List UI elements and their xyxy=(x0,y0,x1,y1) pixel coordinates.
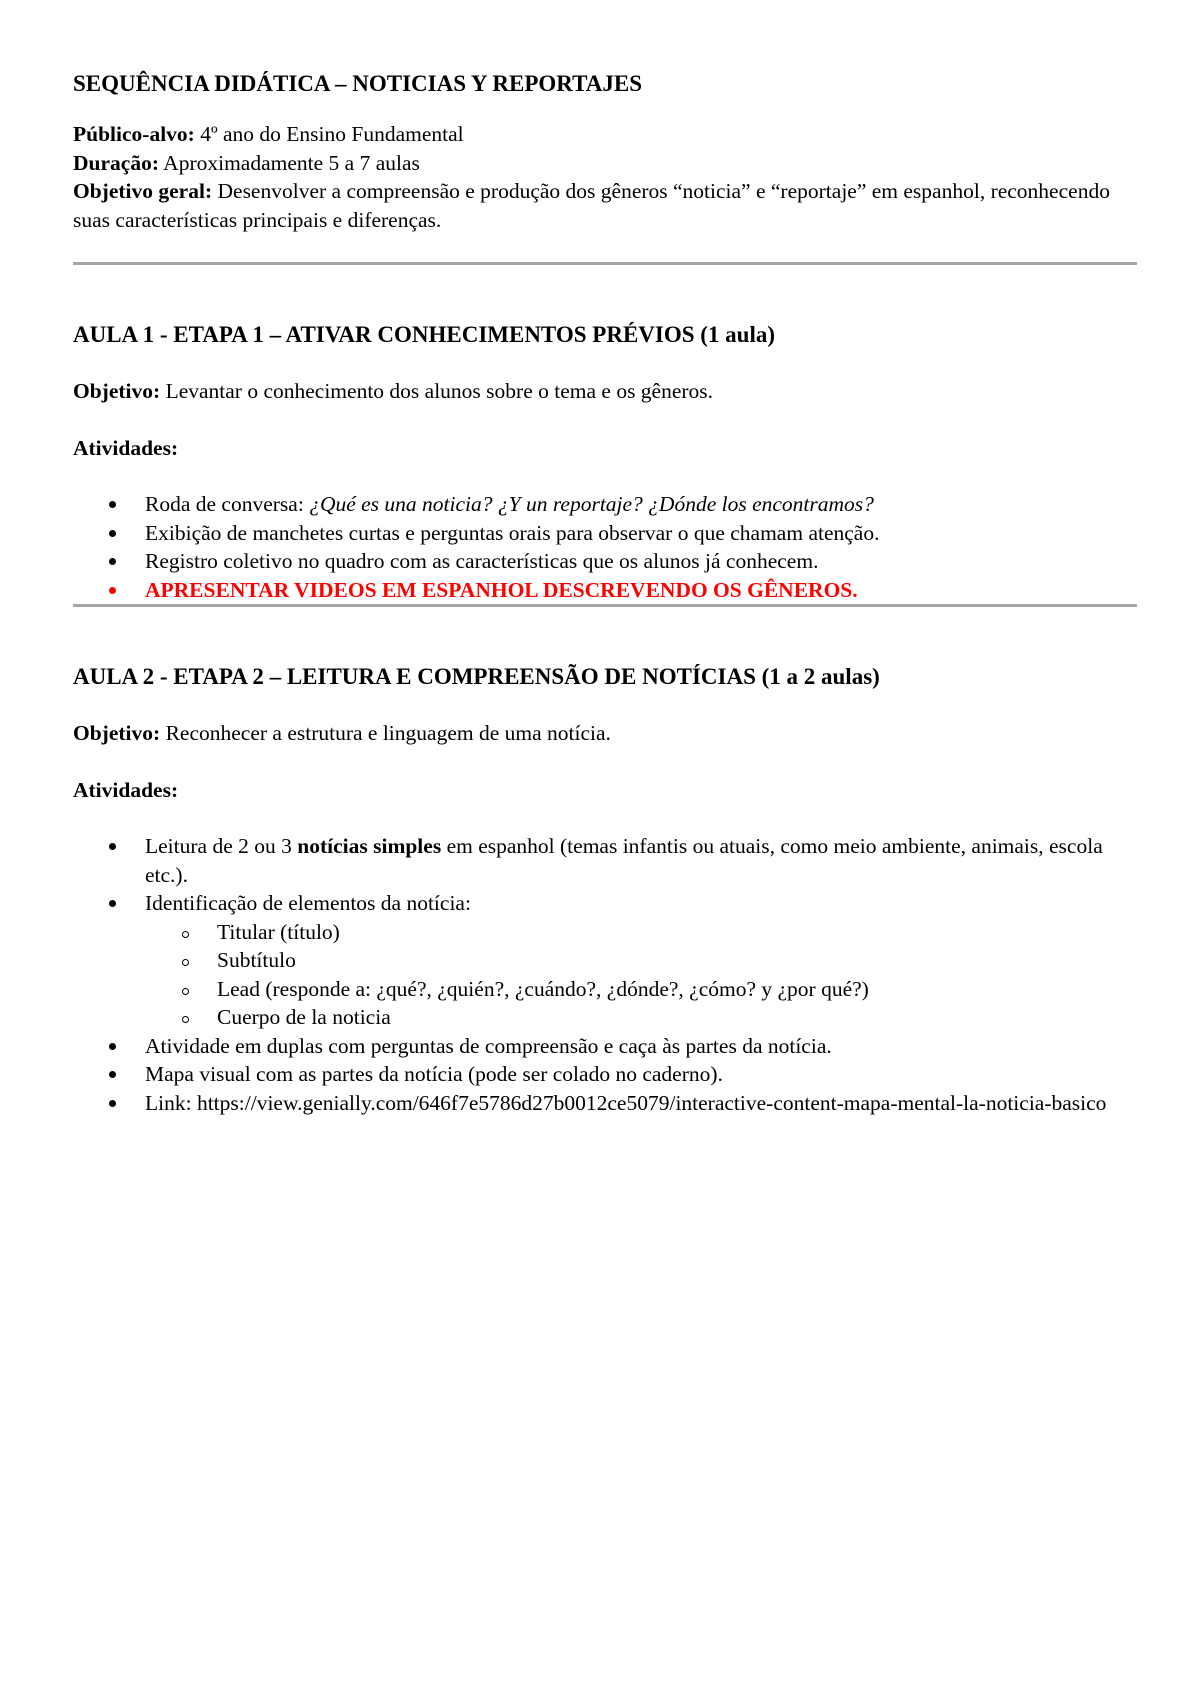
item-prefix: Roda de conversa: xyxy=(145,492,310,516)
item-text: Atividade em duplas com perguntas de compreensão e caça às partes da notícia. xyxy=(145,1033,832,1058)
bullet-icon xyxy=(109,1071,116,1078)
bullet-icon xyxy=(109,530,116,537)
sub-list-item xyxy=(145,975,1137,1004)
aula2-objective xyxy=(73,719,1137,748)
meta-target-audience xyxy=(73,120,1137,149)
bullet-icon xyxy=(109,1100,116,1107)
meta-label: Objetivo geral: xyxy=(73,179,213,203)
aula1-title: AULA 1 - ETAPA 1 – ATIVAR CONHECIMENTOS PRÉVIOS (1 aula) xyxy=(73,322,776,347)
item-bold: notícias simples xyxy=(297,834,442,858)
aula2-title: AULA 2 - ETAPA 2 – LEITURA E COMPREENSÃO DE NOTÍCIAS (1 a 2 aulas) xyxy=(73,664,880,689)
meta-value: Desenvolver a compreensão e produção dos gêneros “noticia” e “reportaje” em espanhol, reconhecendo suas características principais e diferenças. xyxy=(73,179,1110,232)
sub-list xyxy=(145,918,1137,1032)
item-prefix: Leitura de 2 ou 3 xyxy=(145,834,298,858)
meta-duration xyxy=(73,149,1137,178)
aula1-objective xyxy=(73,377,1137,406)
meta-value: 4º ano do Ensino Fundamental xyxy=(194,122,464,146)
document-page xyxy=(73,70,1137,1117)
objective-text: Reconhecer a estrutura e linguagem de uma notícia. xyxy=(160,721,611,745)
item-text: APRESENTAR VIDEOS EM ESPANHOL DESCREVENDO OS GÊNEROS. xyxy=(145,577,858,602)
meta-label: Público-alvo: xyxy=(73,122,195,146)
bullet-icon xyxy=(109,587,116,594)
genially-link[interactable]: Link: https://view.genially.com/646f7e5786d27b0012ce5079/interactive-content-mapa-mental-la-noticia-basico xyxy=(145,1090,1107,1115)
sub-item-text: Lead (responde a: ¿qué?, ¿quién?, ¿cuándo?, ¿dónde?, ¿cómo? y ¿por qué?) xyxy=(217,976,869,1001)
item-text: Registro coletivo no quadro com as características que os alunos já conhecem. xyxy=(145,549,819,573)
objective-label: Objetivo: xyxy=(73,379,161,403)
sub-list-item xyxy=(145,946,1137,975)
list-item xyxy=(73,490,1137,519)
circle-bullet-icon xyxy=(182,959,189,966)
sub-list-item xyxy=(145,1003,1137,1032)
list-item xyxy=(73,547,1137,576)
sub-item-text: Subtítulo xyxy=(217,948,296,972)
meta-general-objective xyxy=(73,177,1137,234)
objective-label: Objetivo: xyxy=(73,721,161,745)
aula2-activities-label: Atividades: xyxy=(73,777,179,802)
circle-bullet-icon xyxy=(182,988,189,995)
document-title: SEQUÊNCIA DIDÁTICA – NOTICIAS Y REPORTAJES xyxy=(73,71,642,96)
meta-value: Aproximadamente 5 a 7 aulas xyxy=(158,150,420,175)
item-text: Mapa visual com as partes da notícia (pode ser colado no caderno). xyxy=(145,1062,723,1086)
list-item xyxy=(73,1032,1137,1061)
item-question: ¿Qué es una noticia? ¿Y un reportaje? ¿Dónde los encontramos? xyxy=(309,492,874,516)
bullet-icon xyxy=(109,501,116,508)
list-item xyxy=(73,832,1137,889)
horizontal-rule xyxy=(73,262,1137,265)
sub-item-text: Cuerpo de la noticia xyxy=(217,1005,391,1029)
circle-bullet-icon xyxy=(182,1016,189,1023)
bullet-icon xyxy=(109,900,116,907)
item-text: Exibição de manchetes curtas e perguntas orais para observar o que chamam atenção. xyxy=(145,520,880,545)
horizontal-rule xyxy=(73,604,1137,607)
item-text: Identificação de elementos da notícia: xyxy=(145,891,471,915)
bullet-icon xyxy=(109,1043,116,1050)
list-item xyxy=(73,889,1137,1032)
bullet-icon xyxy=(109,558,116,565)
list-item xyxy=(73,519,1137,548)
aula2-activities-list xyxy=(73,832,1137,1117)
aula1-activities-list xyxy=(73,490,1137,604)
aula1-activities-label: Atividades: xyxy=(73,435,179,460)
sub-list-item xyxy=(145,918,1137,947)
list-item-highlight xyxy=(73,576,1137,605)
objective-text: Levantar o conhecimento dos alunos sobre o tema e os gêneros. xyxy=(160,379,714,403)
meta-label: Duração: xyxy=(73,150,159,175)
list-item xyxy=(73,1089,1137,1118)
bullet-icon xyxy=(109,843,116,850)
list-item xyxy=(73,1060,1137,1089)
sub-item-text: Titular (título) xyxy=(217,919,340,944)
item-suffix: em espanhol (temas infantis ou atuais, como meio ambiente, animais, escola etc.). xyxy=(145,834,1103,887)
circle-bullet-icon xyxy=(182,931,189,938)
